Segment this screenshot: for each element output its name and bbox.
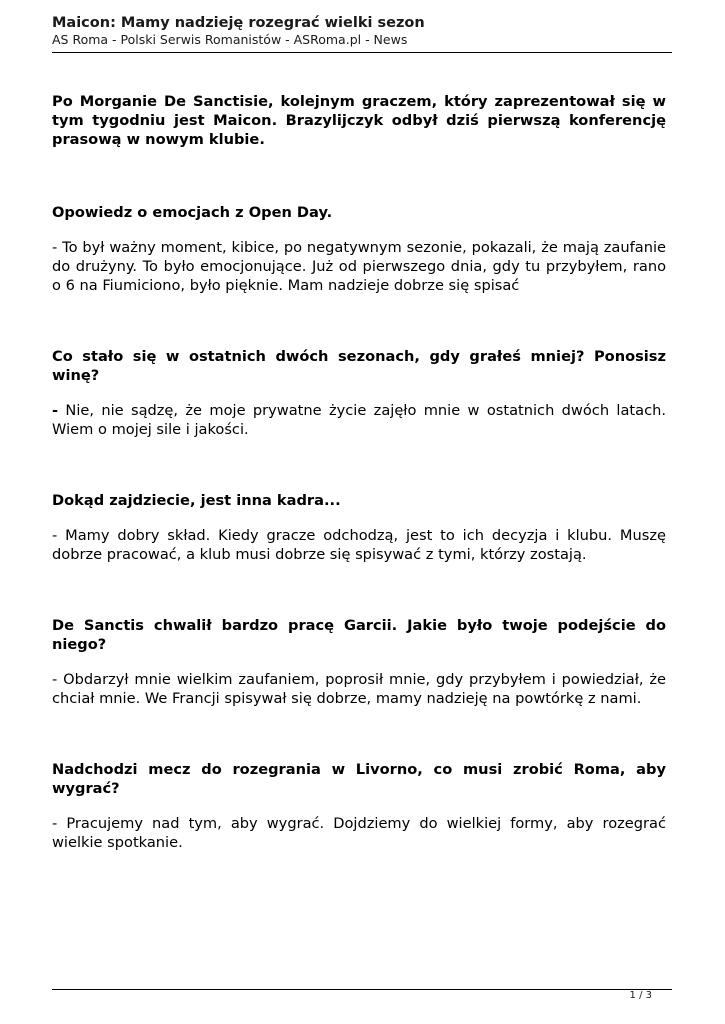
answer-2-text: Nie, nie sądzę, że moje prywatne życie zajęło mnie w ostatnich dwóch latach. Wiem o mojej sile i jakości. xyxy=(52,402,666,438)
page-header xyxy=(52,14,672,48)
header-divider xyxy=(52,52,672,53)
question-2: Co stało się w ostatnich dwóch sezonach, gdy grałeś mniej? Ponosisz winę? xyxy=(52,348,666,384)
answer-4 xyxy=(52,670,666,708)
question-5: Nadchodzi mecz do rozegrania w Livorno, co musi zrobić Roma, aby wygrać? xyxy=(52,761,666,797)
answer-1-text: - To był ważny moment, kibice, po negatywnym sezonie, pokazali, że mają zaufanie do drużyny. To było emocjonujące. Już od pierwszego dnia, gdy tu przybyłem, rano o 6 na Fiumiciono, było pięknie. Mam nadzieje dobrze się spisać xyxy=(52,239,666,294)
article-body xyxy=(52,92,666,852)
question-4: De Sanctis chwalił bardzo pracę Garcii. Jakie było twoje podejście do niego? xyxy=(52,617,666,653)
answer-5-text: - Pracujemy nad tym, aby wygrać. Dojdziemy do wielkiej formy, aby rozegrać wielkie spotkanie. xyxy=(52,815,666,851)
page-number: 1 / 3 xyxy=(629,990,652,1001)
question-1: Opowiedz o emocjach z Open Day. xyxy=(52,204,333,221)
article-title: Maicon: Mamy nadzieję rozegrać wielki sezon xyxy=(52,15,425,31)
answer-5 xyxy=(52,814,666,852)
answer-4-text: - Obdarzył mnie wielkim zaufaniem, poprosił mnie, gdy przybyłem i powiedział, że chciał mnie. We Francji spisywał się dobrze, mamy nadzieję na powtórkę z nami. xyxy=(52,671,666,707)
answer-2 xyxy=(52,401,666,439)
answer-3 xyxy=(52,526,666,564)
footer-divider xyxy=(52,989,672,990)
answer-1 xyxy=(52,238,666,295)
answer-3-text: - Mamy dobry skład. Kiedy gracze odchodzą, jest to ich decyzja i klubu. Muszę dobrze pracować, a klub musi dobrze się spisywać z tymi, którzy zostają. xyxy=(52,527,666,563)
site-subtitle: AS Roma - Polski Serwis Romanistów - ASRoma.pl - News xyxy=(52,32,408,47)
question-3: Dokąd zajdziecie, jest inna kadra... xyxy=(52,492,341,509)
answer-2-lead: - xyxy=(52,402,59,419)
article-lead: Po Morganie De Sanctisie, kolejnym graczem, który zaprezentował się w tym tygodniu jest Maicon. Brazylijczyk odbył dziś pierwszą konferencję prasową w nowym klubie. xyxy=(52,93,666,148)
